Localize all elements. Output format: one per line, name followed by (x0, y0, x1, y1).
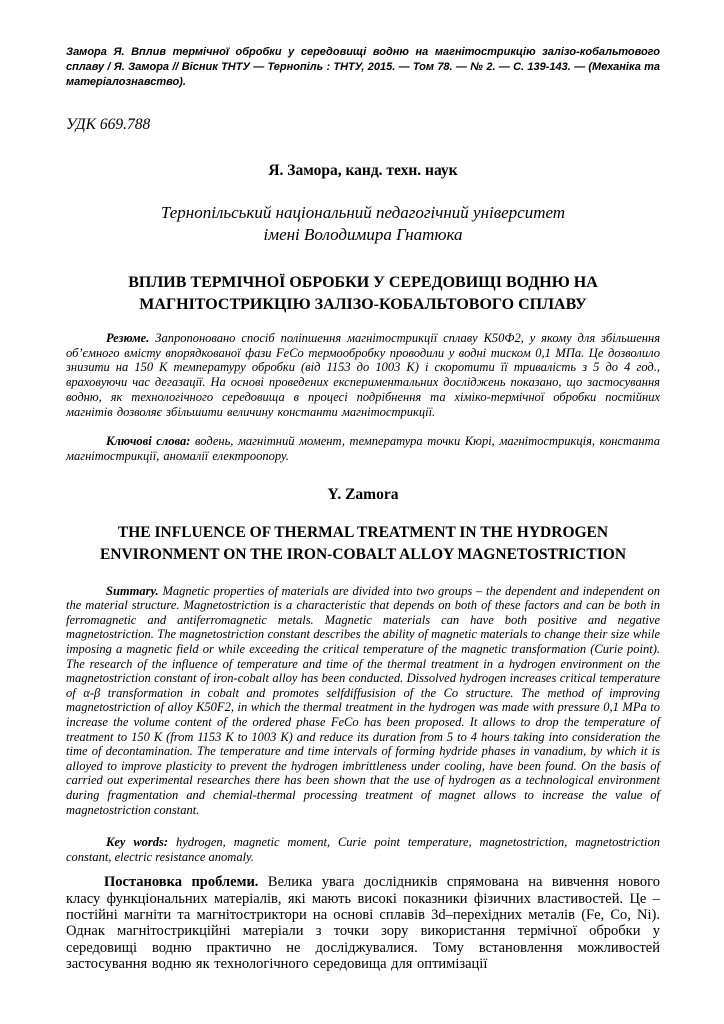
body-paragraph-lead: Постановка проблеми. (104, 874, 259, 891)
abstract-en-label: Summary. (106, 583, 159, 598)
abstract-ua (66, 331, 660, 419)
abstract-en (66, 584, 660, 818)
institution-line-1: Тернопільський національний педагогічний університет (160, 203, 566, 222)
abstract-en-text: Magnetic properties of materials are divided into two groups – the dependent and independent on the material structure. Magnetostriction is a characteristic that depends on both of these factors and can be both in ferromagnetic and antiferromagnetic metals. Magnetic materials can have both positive and negative magnetostriction. The magnetostriction constant describes the ability of magnetic materials to change their size while imposing a magnetic field or while exceeding the critical temperature of the magnetic transformation (Curie point). The research of the influence of temperature and time of the thermal treatment in a hydrogen environment on the magnetostriction constant of iron-cobalt alloy has been conducted. Dissolved hydrogen increases critical temperature of α-β transformation in cobalt and promotes selfdiffusision of the Co structure. The method of improving magnetostriction of alloy K50F2, in which the thermal treatment in the hydrogen was made with pressure 0,1 MPa to increase the volume content of the ordered phase FeCo has been proposed. It allows to drop the temperature of treatment to 150 K (from 1153 K to 1003 K) and reduce its duration from 5 to 4 hours taking into consideration the time of decontamination. The temperature and time intervals of forming hydride phases in vanadium, by which it is alloyed to improve plasticity to prevent the hydrogen imbrittleness under cooling, have been found. On the basis of carried out experimental researches there has been shown that the use of hydrogen as a technological environment during fragmentation and chemial-thermal processing treatment of magnet allows to increase the value of magnetostriction constant. (66, 583, 660, 817)
author-name-ua: Я. Замора, канд. техн. наук (268, 162, 458, 179)
abstract-ua-label: Резюме. (106, 331, 150, 345)
udc-number: УДК 669.788 (66, 116, 151, 133)
body-paragraph-text: Велика увага дослідників спрямована на вивчення нового класу функціональних матеріалів, які мають високі показники фізичних властивостей. Це – постійні магніти та магнітостриктори на основі сплавів 3d–перехідних металів (Fe, Co, Ni). Однак магнітострикційні матеріали з точки зору використання термічної обробки у середовищі водню практично не досліджувалися. Тому встановлення можливостей застосування водню як технологічного середовища для оптимізації (66, 874, 660, 972)
keywords-en-label: Key words: (106, 835, 169, 850)
keywords-ua-label: Ключові слова: (106, 434, 191, 449)
keywords-ua (66, 434, 660, 463)
body-paragraph (66, 874, 660, 972)
article-title-en: THE INFLUENCE OF THERMAL TREATMENT IN THE HYDROGEN ENVIRONMENT ON THE IRON-COBALT ALLOY MAGNETOSTRICTION (99, 523, 627, 563)
article-title-ua: ВПЛИВ ТЕРМІЧНОЇ ОБРОБКИ У СЕРЕДОВИЩІ ВОДНЮ НА МАГНІТОСТРИКЦІЮ ЗАЛІЗО-КОБАЛЬТОВОГО СПЛАВУ (128, 274, 598, 313)
abstract-ua-text: Запропоновано спосіб поліпшення магнітострикції сплаву К50Ф2, у якому для збільшення об’ємного вмісту впорядкованої фази FeCo термообробку проводили у водні тиском 0,1 МПа. Це дозволило знизити на 150 К температуру обробки (від 1153 до 1003 К) і скоротити її тривалість з 5 до 4 год., враховуючи час дегазації. На основі проведених експериментальних досліджень показано, що застосування водню, як технологічного середовища в процесі подрібнення та хіміко-термічної обробки постійних магнітів дозволяє збільшити величину константи магнітострикції. (66, 331, 661, 419)
keywords-en (66, 835, 660, 864)
keywords-en-text: hydrogen, magnetic moment, Curie point temperature, magnetostriction, magnetostriction constant, electric resistance anomaly. (66, 835, 660, 864)
institution (66, 202, 660, 246)
institution-line-2: імені Володимира Гнатюка (263, 225, 463, 244)
citation-header: Замора Я. Вплив термічної обробки у середовищі водню на магнітострикцію залізо-кобальтового сплаву / Я. Замора // Вісник ТНТУ — Тернопіль : ТНТУ, 2015. — Том 78. — № 2. — С. 139-143. — (Механіка та матеріалознавство). (66, 46, 660, 88)
keywords-ua-text: водень, магнітний момент, температура точки Кюрі, магнітострикція, константа магнітострикції, аномалії електроопору. (66, 434, 661, 463)
author-name-en: Y. Zamora (327, 485, 399, 503)
